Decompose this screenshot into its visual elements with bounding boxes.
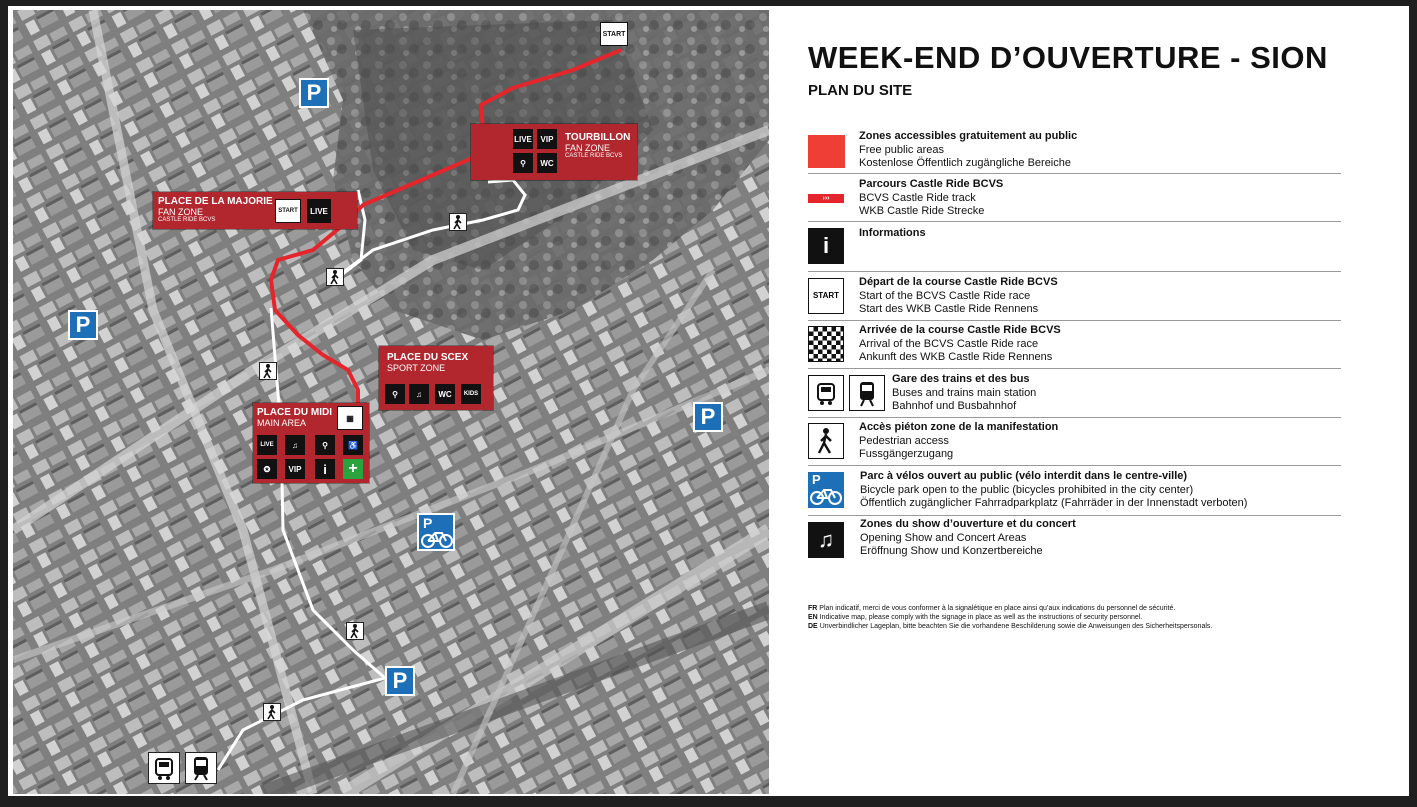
track-arrows-icon: ››› [808, 194, 844, 203]
bicycle-icon [420, 529, 454, 549]
zone-majorie-sub2: CASTLE RIDE BCVS [158, 217, 216, 223]
pedestrian-icon [259, 362, 277, 380]
page-subtitle: PLAN DU SITE [808, 82, 913, 99]
aerial-map[interactable] [13, 10, 769, 794]
legend-item-en: Arrival of the BCVS Castle Ride race [859, 337, 1039, 350]
info-icon: i [808, 228, 844, 264]
disclaimer [808, 604, 1212, 631]
food-icon: ⚲ [513, 153, 533, 173]
parking-icon[interactable]: P [693, 402, 723, 432]
live-icon: LIVE [513, 129, 533, 149]
vip-icon: VIP [537, 129, 557, 149]
pedestrian-icon [449, 213, 467, 231]
legend-item-de: Ankunft des WKB Castle Ride Rennens [859, 351, 1053, 363]
bike-park-p-label: P [423, 515, 433, 531]
legend-item-en: Pedestrian access [859, 434, 949, 447]
legend-item-title: Arrivée de la course Castle Ride BCVS [859, 324, 1061, 336]
pedestrian-icon [346, 622, 364, 640]
pedestrian-icon [263, 703, 281, 721]
disclaimer-en: Indicative map, please comply with the signage in place as well as the instructions of security personnel. [819, 614, 1143, 621]
legend-item-en: Start of the BCVS Castle Ride race [859, 289, 1031, 302]
wc-icon: WC [537, 153, 557, 173]
zone-scex[interactable] [379, 346, 493, 410]
legend-item-de: Kostenlose Öffentlich zugängliche Bereiche [859, 157, 1071, 169]
lang-tag-fr: FR [808, 605, 818, 612]
lang-tag-de: DE [808, 623, 818, 630]
train-icon [849, 375, 885, 411]
zone-majorie-sub: FAN ZONE [158, 207, 204, 217]
info-icon: i [315, 459, 335, 479]
legend-item-start [808, 274, 1341, 321]
bike-park-p-label: P [812, 472, 821, 487]
bus-icon [148, 752, 180, 784]
parking-icon[interactable]: P [385, 666, 415, 696]
zone-tourbillon-name: TOURBILLON [565, 132, 631, 143]
legend-item-show [808, 516, 1341, 562]
legend-item-en: Bicycle park open to the public (bicycles prohibited in the city center) [860, 483, 1194, 496]
zone-midi[interactable] [253, 403, 369, 483]
disclaimer-fr: Plan indicatif, merci de vous conformer à la signalétique en place ainsi qu’aux indications du personnel de sécurité. [819, 605, 1176, 612]
legend-item-bike-park [808, 468, 1341, 516]
bus-icon [808, 375, 844, 411]
start-flag-icon: START [275, 199, 301, 223]
zone-tourbillon[interactable] [471, 124, 637, 180]
vip-icon: VIP [285, 459, 305, 479]
legend-item-de: Fussgängerzugang [859, 448, 954, 460]
legend-item-en: Buses and trains main station [892, 386, 1037, 399]
zone-tourbillon-sub: FAN ZONE [565, 143, 611, 153]
zone-scex-name: PLACE DU SCEX [387, 352, 469, 363]
accessibility-icon: ♿ [343, 435, 363, 455]
music-note-icon: ♫ [285, 435, 305, 455]
legend-item-title: Zones accessibles gratuitement au public [859, 130, 1078, 142]
music-note-icon: ♫ [808, 522, 844, 558]
legend-item-en: Opening Show and Concert Areas [860, 531, 1027, 544]
kids-icon: KIDS [461, 384, 481, 404]
legend-item-station [808, 371, 1341, 418]
live-icon: LIVE [307, 199, 331, 223]
legend-item-title: Départ de la course Castle Ride BCVS [859, 276, 1058, 288]
legend-item-track [808, 176, 1341, 222]
legend-item-info [808, 225, 1341, 272]
legend-item-en: BCVS Castle Ride track [859, 191, 976, 204]
legend-item-de: Start des WKB Castle Ride Rennens [859, 303, 1039, 315]
legend-item-title: Accès piéton zone de la manifestation [859, 421, 1059, 433]
legend-item-title: Parc à vélos ouvert au public (vélo interdit dans le centre-ville) [860, 470, 1188, 482]
medal-icon: ✪ [257, 459, 277, 479]
disclaimer-de: Unverbindlicher Lageplan, bitte beachten Sie die vorhandene Beschilderung sowie die Anweisungen des Sicherheitspersonals. [819, 623, 1213, 630]
legend-item-finish [808, 322, 1341, 369]
parking-icon[interactable]: P [299, 78, 329, 108]
wc-icon: WC [435, 384, 455, 404]
page-title: WEEK-END D’OUVERTURE - SION [808, 40, 1328, 75]
zone-midi-sub: MAIN AREA [257, 418, 307, 428]
legend-item-pedestrian [808, 419, 1341, 466]
food-icon: ⚲ [385, 384, 405, 404]
red-zone-swatch [808, 135, 845, 168]
zone-majorie-name: PLACE DE LA MAJORIE [158, 196, 273, 207]
legend-item-de: Bahnhof und Busbahnhof [892, 400, 1017, 412]
zone-tourbillon-sub2: CASTLE RIDE BCVS [565, 153, 623, 159]
checkered-flag-icon [808, 326, 844, 362]
pedestrian-icon [808, 423, 844, 459]
lang-tag-en: EN [808, 614, 818, 621]
checkered-flag-icon: ▦ [337, 406, 363, 430]
legend-item-title: Zones du show d’ouverture et du concert [860, 518, 1076, 530]
legend-item-free-areas [808, 128, 1341, 174]
legend-item-title: Gare des trains et des bus [892, 373, 1030, 385]
legend-item-de: Eröffnung Show und Konzertbereiche [860, 545, 1043, 557]
bike-park-icon [808, 472, 844, 508]
parking-icon[interactable]: P [68, 310, 98, 340]
first-aid-icon: + [343, 459, 363, 479]
live-icon: LIVE [257, 435, 277, 455]
train-icon [185, 752, 217, 784]
zone-majorie[interactable] [153, 192, 357, 229]
legend-item-title: Parcours Castle Ride BCVS [859, 178, 1004, 190]
legend-item-en: Free public areas [859, 143, 944, 156]
start-flag-icon: START [808, 278, 844, 314]
bike-park-icon[interactable] [417, 513, 455, 551]
music-note-icon: ♫ [409, 384, 429, 404]
legend-item-de: Öffentlich zugänglicher Fahrradparkplatz (Fahrräder in der Innenstadt verboten) [860, 497, 1248, 509]
legend-item-de: WKB Castle Ride Strecke [859, 205, 985, 217]
zone-midi-name: PLACE DU MIDI [257, 407, 332, 418]
start-flag-icon: START [600, 22, 628, 46]
pedestrian-icon [326, 268, 344, 286]
zone-scex-sub: SPORT ZONE [387, 363, 446, 373]
legend-item-title: Informations [859, 227, 926, 239]
food-icon: ⚲ [315, 435, 335, 455]
